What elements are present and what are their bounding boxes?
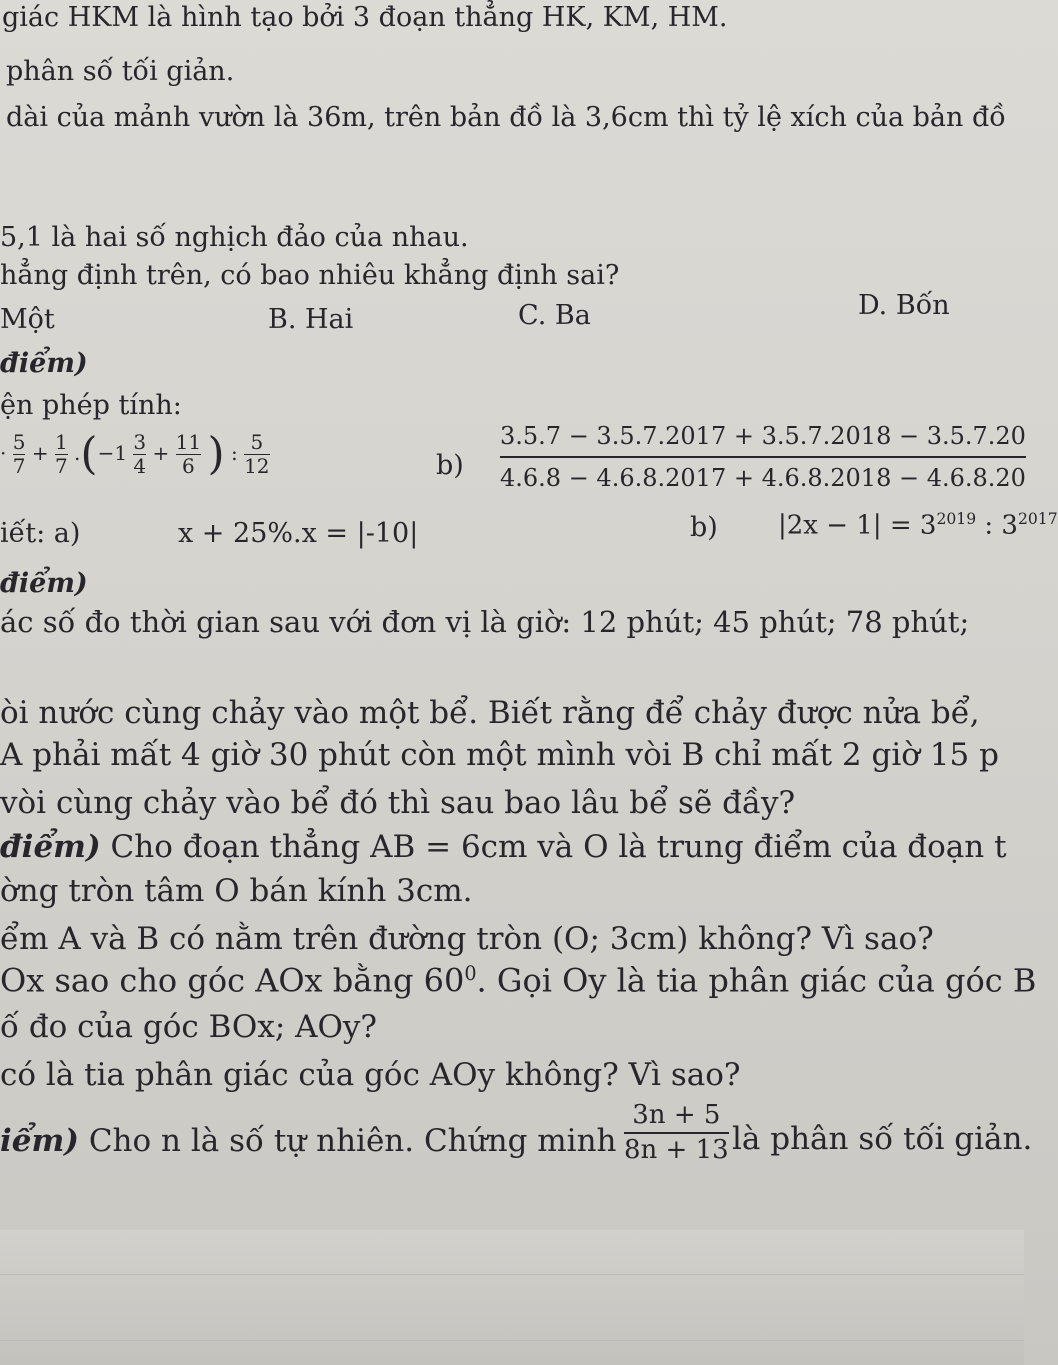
score-heading-1: điểm) — [0, 348, 88, 379]
label-b-2: b) — [690, 512, 718, 543]
equation-a: x + 25%.x = |-10| — [178, 518, 419, 549]
score-heading-2: điểm) — [0, 568, 88, 599]
text-line-faucets: òi nước cùng chảy vào một bể. Biết rằng để chảy được nửa bể, — [0, 695, 980, 731]
text-line-faucet-a: A phải mất 4 giờ 30 phút còn một mình vòi B chỉ mất 2 giờ 15 p — [0, 737, 999, 773]
option-c: C. Ba — [518, 300, 591, 331]
equation-b: $|2x - 1| = 3^{2019}$ : $3^{2017}$ — [778, 510, 1058, 541]
fraction-3-4: $\frac{3}{4}$ — [133, 430, 147, 478]
text-line-points-on-circle: ểm A và B có nằm trên đường tròn (O; 3cm) không? Vì sao? — [0, 921, 934, 957]
text-line-fraction: phân số tối giản. — [6, 56, 235, 87]
score-heading-3: điểm) — [0, 829, 101, 865]
score-heading-4: iểm) — [0, 1123, 79, 1159]
text-line-hkm: giác HKM là hình tạo bởi 3 đoạn thẳng HK, KM, HM. — [2, 2, 728, 33]
find-x-label: iết: a) — [0, 518, 81, 549]
text-line-time: ác số đo thời gian sau với đơn vị là giờ: 12 phút; 45 phút; 78 phút; — [0, 605, 970, 639]
fraction-1-7: $\frac{1}{7}$ — [54, 430, 68, 478]
text-line-angle-measure: ố đo của góc BOx; AOy? — [0, 1009, 378, 1045]
option-d: D. Bốn — [858, 290, 950, 321]
text-line-reciprocal: 5,1 là hai số nghịch đảo của nhau. — [0, 222, 469, 253]
text-line-compute: ện phép tính: — [0, 390, 182, 421]
text-line-circle: ờng tròn tâm O bán kính 3cm. — [0, 873, 473, 909]
fraction-5-7: $\frac{5}{7}$ — [12, 430, 26, 478]
expression-b-numerator: 3.5.7 − 3.5.7.2017 + 3.5.7.2018 − 3.5.7.20 — [500, 422, 1026, 450]
expression-a: · $\frac{5}{7}$ + $\frac{1}{7}$ .(−1 $\frac{3}{4}$ + $\frac{11}{6}$ ) : $\frac{5}{12}$ — [0, 428, 270, 480]
expression-b-fraction — [500, 422, 1026, 492]
text-line-bisector: có là tia phân giác của góc AOy không? Vì sao? — [0, 1057, 741, 1093]
text-line-angle: Ox sao cho góc AOx bằng $60^0$. Gọi Oy là tia phân giác của góc B — [0, 961, 1037, 1000]
text-line-segment: điểm) Cho đoạn thẳng AB = 6cm và O là trung điểm của đoạn t — [0, 829, 1007, 865]
fraction-11-6: $\frac{11}{6}$ — [175, 430, 202, 478]
expression-b-denominator: 4.6.8 − 4.6.8.2017 + 4.6.8.2018 − 4.6.8.20 — [500, 464, 1026, 492]
text-line-fill-question: vòi cùng chảy vào bể đó thì sau bao lâu bể sẽ đầy? — [0, 785, 796, 821]
text-line-question: hẳng định trên, có bao nhiêu khẳng định sai? — [0, 260, 620, 291]
page-bottom-edge — [0, 1230, 1024, 1365]
text-line-prove: iểm) Cho n là số tự nhiên. Chứng minh — [0, 1123, 617, 1159]
fraction-5-12: $\frac{5}{12}$ — [244, 430, 270, 478]
text-line-irreducible: là phân số tối giản. — [732, 1121, 1033, 1157]
option-a: Một — [0, 304, 55, 335]
label-b: b) — [436, 450, 464, 481]
text-line-map-scale: dài của mảnh vườn là 36m, trên bản đồ là 3,6cm thì tỷ lệ xích của bản đồ — [6, 102, 1006, 133]
option-b: B. Hai — [268, 304, 354, 335]
fraction-3n5-8n13: $\frac{3n + 5}{8n + 13}$ — [624, 1100, 729, 1166]
